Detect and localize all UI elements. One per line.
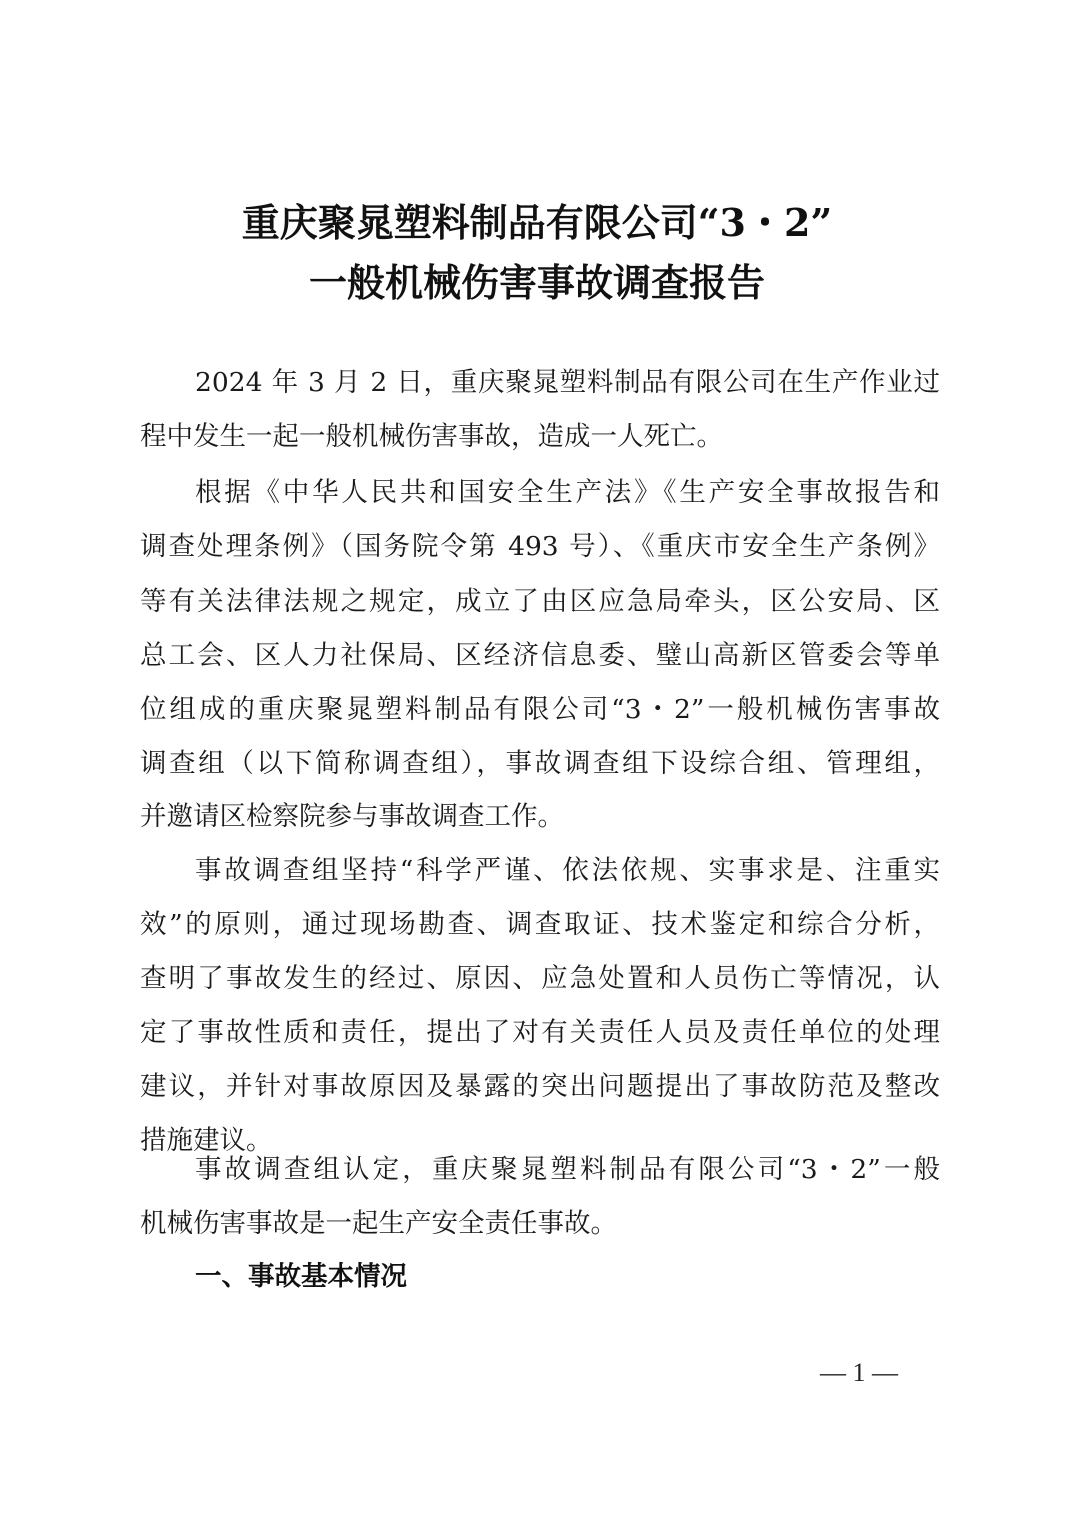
paragraph-line: 事故调查组坚持“科学严谨、依法依规、实事求是、注重实 <box>195 855 940 886</box>
section-heading: 一、事故基本情况 <box>195 1261 407 1292</box>
paragraph-line: 总工会、区人力社保局、区经济信息委、璧山高新区管委会等单 <box>140 640 940 671</box>
paragraph-line: 根据《中华人民共和国安全生产法》《生产安全事故报告和 <box>195 477 940 508</box>
document-title-line-2: 一般机械伤害事故调查报告 <box>308 260 765 305</box>
paragraph-line: 建议，并针对事故原因及暴露的突出问题提出了事故防范及整改 <box>140 1071 940 1102</box>
paragraph-line: 查明了事故发生的经过、原因、应急处置和人员伤亡等情况，认 <box>140 963 940 994</box>
page-number: — 1 — <box>820 1358 898 1387</box>
paragraph-line: 调查处理条例》（国务院令第 493 号）、《重庆市安全生产条例》 <box>140 531 940 562</box>
paragraph-line: 2024 年 3 月 2 日，重庆聚晁塑料制品有限公司在生产作业过 <box>195 367 940 398</box>
paragraph-line: 措施建议。 <box>140 1125 273 1156</box>
paragraph-line: 调查组（以下简称调查组），事故调查组下设综合组、管理组， <box>140 748 940 779</box>
paragraph-line: 定了事故性质和责任，提出了对有关责任人员及责任单位的处理 <box>140 1017 940 1048</box>
paragraph-line: 并邀请区检察院参与事故调查工作。 <box>140 801 564 832</box>
document-title-line-1: 重庆聚晁塑料制品有限公司“3・2” <box>241 200 833 245</box>
paragraph-line: 程中发生一起一般机械伤害事故，造成一人死亡。 <box>140 421 723 452</box>
paragraph-line: 事故调查组认定，重庆聚晁塑料制品有限公司“3・2”一般 <box>195 1154 940 1185</box>
paragraph-line: 位组成的重庆聚晁塑料制品有限公司“3・2”一般机械伤害事故 <box>140 694 940 725</box>
paragraph-line: 等有关法律法规之规定，成立了由区应急局牵头，区公安局、区 <box>140 586 940 617</box>
paragraph-line: 效”的原则，通过现场勘查、调查取证、技术鉴定和综合分析， <box>140 909 940 940</box>
paragraph-line: 机械伤害事故是一起生产安全责任事故。 <box>140 1208 617 1239</box>
